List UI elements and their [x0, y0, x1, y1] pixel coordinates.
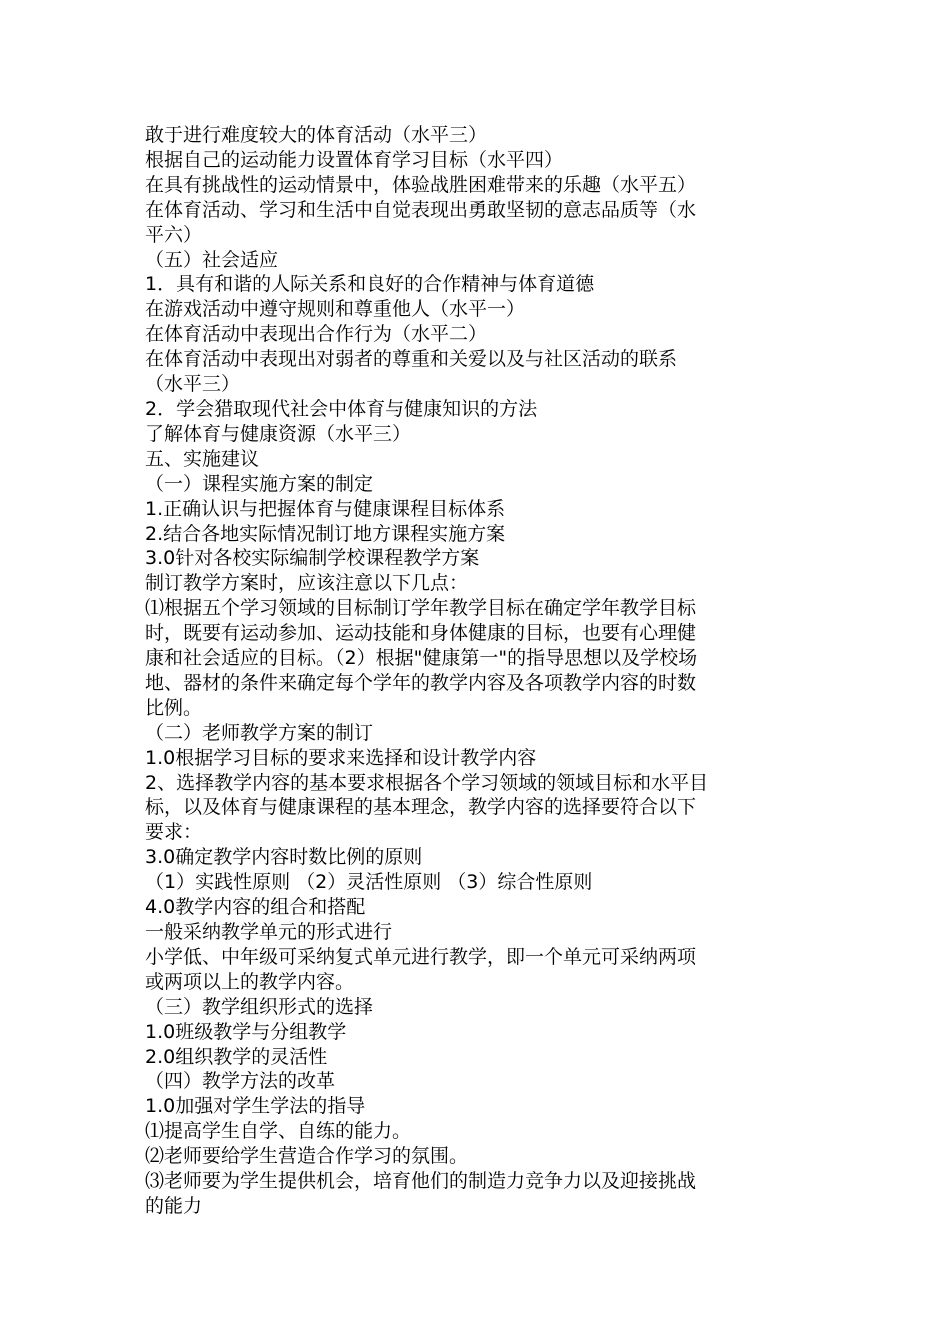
text-line: 比例。 [145, 696, 203, 719]
text-line: 制订教学方案时，应该注意以下几点： [145, 572, 469, 595]
text-line: 2、选择教学内容的基本要求根据各个学习领域的领域目标和水平目 [145, 771, 709, 794]
text-line: 在体育活动中表现出对弱者的尊重和关爱以及与社区活动的联系 [145, 348, 678, 371]
document-body [145, 123, 815, 1219]
text-line: 或两项以上的教学内容。 [145, 970, 355, 993]
text-line: 在具有挑战性的运动情景中，体验战胜困难带来的乐趣（水平五） [145, 173, 697, 196]
text-line: 1.0加强对学生学法的指导 [145, 1095, 366, 1118]
text-line: 平六） [145, 223, 203, 246]
text-line: 1.0班级教学与分组教学 [145, 1020, 347, 1043]
text-line: ⑵老师要给学生营造合作学习的氛围。 [145, 1145, 469, 1168]
text-line: 要求： [145, 821, 203, 844]
section-heading: （三）教学组织形式的选择 [145, 995, 374, 1018]
text-line: 时，既要有运动参加、运动技能和身体健康的目标，也要有心理健 [145, 622, 697, 645]
text-line: ⑴提高学生自学、自练的能力。 [145, 1120, 412, 1143]
text-line: 3.0确定教学内容时数比例的原则 [145, 846, 423, 869]
section-heading: （一）课程实施方案的制定 [145, 472, 374, 495]
text-line: 在体育活动中表现出合作行为（水平二） [145, 323, 488, 346]
text-line: 地、器材的条件来确定每个学年的教学内容及各项教学内容的时数 [145, 671, 697, 694]
text-line: （水平三） [145, 373, 241, 396]
text-line: ⑶老师要为学生提供机会，培育他们的制造力竞争力以及迎接挑战 [145, 1170, 697, 1193]
text-line: 1.正确认识与把握体育与健康课程目标体系 [145, 497, 506, 520]
text-line: 2.0组织教学的灵活性 [145, 1045, 328, 1068]
text-line: 敢于进行难度较大的体育活动（水平三） [145, 124, 488, 146]
text-line: 1.0根据学习目标的要求来选择和设计教学内容 [145, 746, 537, 769]
text-line: 一般采纳教学单元的形式进行 [145, 921, 393, 943]
text-line: 标，以及体育与健康课程的基本理念，教学内容的选择要符合以下 [145, 796, 697, 819]
text-line: 康和社会适应的目标。（2）根据"健康第一"的指导思想以及学校场 [145, 647, 698, 670]
text-line: 1．具有和谐的人际关系和良好的合作精神与体育道德 [145, 273, 595, 296]
section-heading: （二）老师教学方案的制订 [145, 721, 374, 744]
section-heading: 五、实施建议 [145, 447, 260, 470]
text-line: 小学低、中年级可采纳复式单元进行教学，即一个单元可采纳两项 [145, 945, 697, 968]
text-line: 3.0针对各校实际编制学校课程教学方案 [145, 547, 480, 570]
text-line: 4.0教学内容的组合和搭配 [145, 896, 366, 919]
section-heading: （四）教学方法的改革 [145, 1070, 336, 1093]
section-heading: （五）社会适应 [145, 248, 279, 271]
text-line: 2.结合各地实际情况制订地方课程实施方案 [145, 522, 506, 545]
text-line: 了解体育与健康资源（水平三） [145, 422, 412, 445]
text-line: 在体育活动、学习和生活中自觉表现出勇敢坚韧的意志品质等（水 [145, 198, 697, 221]
text-line: （1）实践性原则 （2）灵活性原则 （3）综合性原则 [145, 871, 593, 894]
text-line: 在游戏活动中遵守规则和尊重他人（水平一） [145, 298, 526, 321]
text-line: ⑴根据五个学习领域的目标制订学年教学目标在确定学年教学目标 [145, 597, 697, 620]
text-line: 的能力 [145, 1194, 203, 1217]
text-line: 根据自己的运动能力设置体育学习目标（水平四） [145, 148, 564, 171]
text-line: 2．学会猎取现代社会中体育与健康知识的方法 [145, 397, 538, 420]
